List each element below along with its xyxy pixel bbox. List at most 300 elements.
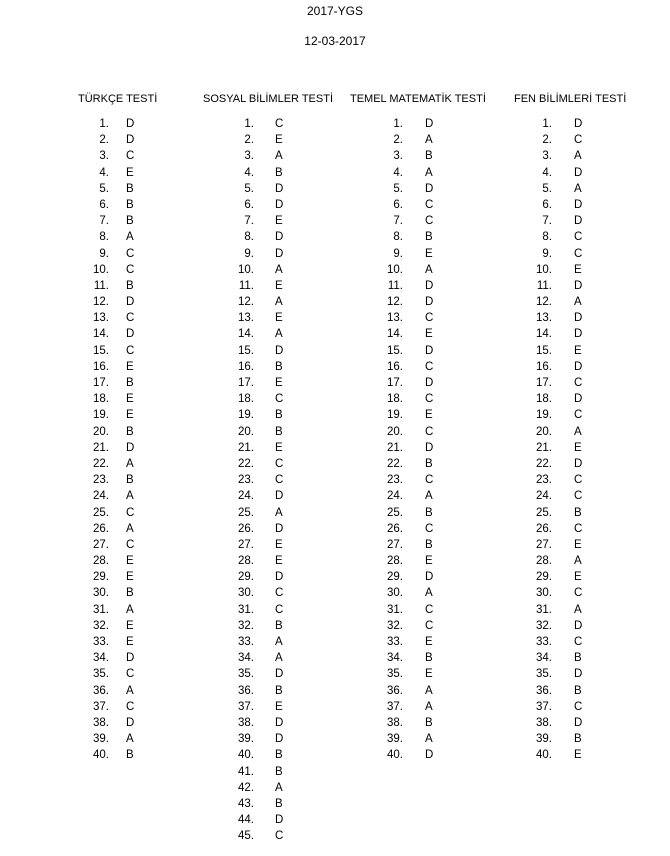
- question-number: 19.: [93, 409, 109, 422]
- answer-row: [350, 537, 486, 553]
- answer-row: [514, 585, 626, 601]
- answer-letter: E: [126, 555, 134, 568]
- question-number: 11.: [536, 279, 552, 292]
- answer-letter: C: [574, 231, 583, 244]
- answer-row: [350, 213, 486, 229]
- question-number: 37.: [536, 700, 552, 713]
- question-number: 1.: [542, 118, 552, 130]
- question-number: 35.: [536, 668, 552, 681]
- answer-letter: E: [574, 538, 582, 551]
- answer-row: [514, 699, 626, 715]
- answer-row: [350, 262, 486, 278]
- answer-letter: B: [126, 377, 134, 389]
- question-number: 36.: [93, 684, 109, 697]
- answer-row: [78, 424, 157, 440]
- answer-row: [350, 294, 486, 310]
- answer-row: [203, 618, 333, 634]
- answer-letter: C: [275, 474, 284, 487]
- question-number: 28.: [387, 555, 403, 568]
- answer-row: [78, 650, 157, 666]
- question-number: 45.: [238, 830, 254, 843]
- answer-letter: A: [275, 506, 283, 519]
- answer-letter: D: [425, 441, 434, 454]
- answer-letter: C: [126, 506, 135, 519]
- answer-letter: C: [425, 215, 434, 228]
- answer-letter: C: [425, 198, 434, 211]
- answer-letter: D: [574, 619, 583, 632]
- question-number: 18.: [238, 393, 254, 406]
- question-number: 9.: [244, 247, 254, 260]
- question-number: 36.: [536, 684, 552, 697]
- answer-letter: D: [425, 377, 434, 389]
- question-number: 21.: [93, 441, 109, 454]
- question-number: 21.: [238, 441, 254, 454]
- answer-row: [203, 553, 333, 569]
- question-number: 19.: [387, 409, 403, 422]
- question-number: 19.: [238, 409, 254, 422]
- question-number: 35.: [387, 668, 403, 681]
- answer-row: [514, 148, 626, 164]
- answer-letter: A: [275, 652, 283, 665]
- answer-row: [78, 634, 157, 650]
- question-number: 7.: [393, 215, 403, 228]
- answer-letter: C: [574, 134, 583, 147]
- question-number: 40.: [238, 749, 254, 762]
- answer-row: [203, 521, 333, 537]
- answer-letter: B: [275, 684, 283, 697]
- answer-row: [350, 569, 486, 585]
- answer-letter: E: [126, 166, 134, 179]
- question-number: 20.: [387, 425, 403, 438]
- answer-letter: C: [425, 603, 434, 616]
- question-number: 30.: [238, 587, 254, 600]
- answer-letter: A: [126, 603, 134, 616]
- answer-row: [203, 148, 333, 164]
- answer-row: [78, 537, 157, 553]
- answer-letter: A: [126, 522, 134, 535]
- question-number: 19.: [536, 409, 552, 422]
- answer-letter: E: [574, 571, 582, 584]
- question-number: 13.: [93, 312, 109, 325]
- answer-letter: C: [275, 118, 284, 130]
- question-number: 34.: [238, 652, 254, 665]
- answer-letter: B: [275, 360, 283, 373]
- question-number: 6.: [244, 198, 254, 211]
- answer-row: [78, 618, 157, 634]
- answer-letter: E: [275, 441, 283, 454]
- question-number: 38.: [93, 716, 109, 729]
- answer-letter: D: [275, 733, 284, 746]
- answer-row: [78, 148, 157, 164]
- answer-row: [203, 391, 333, 407]
- question-number: 11.: [93, 279, 109, 292]
- answer-letter: D: [126, 134, 135, 147]
- answer-row: [350, 602, 486, 618]
- answer-row: [203, 715, 333, 731]
- question-number: 15.: [93, 344, 109, 357]
- answer-letter: E: [275, 134, 283, 147]
- question-number: 15.: [536, 344, 552, 357]
- answer-letter: E: [574, 344, 582, 357]
- question-number: 23.: [387, 474, 403, 487]
- answer-letter: E: [425, 247, 433, 260]
- answer-letter: D: [275, 231, 284, 244]
- question-number: 39.: [93, 733, 109, 746]
- question-number: 9.: [393, 247, 403, 260]
- question-number: 25.: [536, 506, 552, 519]
- question-number: 15.: [387, 344, 403, 357]
- answer-row: [514, 456, 626, 472]
- question-number: 35.: [93, 668, 109, 681]
- answer-row: [78, 343, 157, 359]
- question-number: 12.: [387, 296, 403, 309]
- answer-row: [514, 602, 626, 618]
- section-turkce: [78, 92, 157, 764]
- answer-letter: A: [275, 150, 283, 163]
- answer-row: [514, 424, 626, 440]
- answer-letter: C: [126, 263, 135, 276]
- answer-letter: D: [574, 198, 583, 211]
- answer-letter: E: [275, 700, 283, 713]
- question-number: 22.: [93, 457, 109, 470]
- answer-letter: B: [126, 425, 134, 438]
- answer-row: [514, 262, 626, 278]
- answer-row: [203, 683, 333, 699]
- answer-row: [514, 666, 626, 682]
- answer-letter: C: [574, 636, 583, 648]
- answer-letter: C: [425, 619, 434, 632]
- question-number: 14.: [536, 328, 552, 341]
- question-number: 38.: [387, 716, 403, 729]
- answer-row: [203, 246, 333, 262]
- answer-row: [514, 246, 626, 262]
- answer-row: [514, 715, 626, 731]
- question-number: 13.: [387, 312, 403, 325]
- answer-row: [514, 229, 626, 245]
- answer-row: [78, 407, 157, 423]
- answer-letter: B: [126, 182, 134, 195]
- answer-letter: C: [126, 150, 135, 163]
- answer-letter: A: [275, 296, 283, 309]
- answer-letter: C: [126, 344, 135, 357]
- answer-row: [203, 699, 333, 715]
- answer-row: [514, 731, 626, 747]
- answer-letter: A: [425, 166, 433, 179]
- answer-letter: B: [574, 652, 582, 665]
- answer-letter: E: [574, 263, 582, 276]
- answer-letter: D: [574, 716, 583, 729]
- answer-letter: B: [126, 279, 134, 292]
- answer-letter: B: [275, 765, 283, 778]
- answer-row: [78, 602, 157, 618]
- answer-letter: B: [275, 166, 283, 179]
- answer-letter: E: [425, 409, 433, 422]
- question-number: 6.: [542, 198, 552, 211]
- answer-letter: E: [126, 360, 134, 373]
- question-number: 25.: [93, 506, 109, 519]
- answer-letter: D: [574, 279, 583, 292]
- answer-letter: B: [126, 474, 134, 487]
- answer-row: [514, 569, 626, 585]
- answer-letter: C: [425, 474, 434, 487]
- answer-row: [203, 747, 333, 763]
- answer-row: [514, 634, 626, 650]
- answer-letter: D: [126, 296, 135, 309]
- question-number: 42.: [238, 781, 254, 794]
- answer-letter: D: [425, 344, 434, 357]
- question-number: 22.: [238, 457, 254, 470]
- answer-letter: E: [574, 749, 582, 762]
- answer-row: [514, 375, 626, 391]
- answer-row: [203, 764, 333, 780]
- answer-row: [350, 229, 486, 245]
- answer-letter: B: [275, 425, 283, 438]
- answer-letter: C: [425, 393, 434, 406]
- answer-row: [350, 246, 486, 262]
- question-number: 37.: [93, 700, 109, 713]
- answer-row: [78, 229, 157, 245]
- question-number: 10.: [238, 263, 254, 276]
- question-number: 24.: [93, 490, 109, 503]
- answer-letter: D: [275, 716, 284, 729]
- answer-row: [203, 294, 333, 310]
- question-number: 43.: [238, 797, 254, 810]
- answer-row: [514, 440, 626, 456]
- answer-row: [514, 472, 626, 488]
- question-number: 6.: [99, 198, 109, 211]
- answer-letter: E: [126, 619, 134, 632]
- answer-letter: A: [574, 296, 582, 309]
- answer-row: [514, 359, 626, 375]
- answer-row: [350, 278, 486, 294]
- answer-letter: C: [275, 830, 284, 843]
- answer-row: [78, 488, 157, 504]
- question-number: 17.: [387, 377, 403, 389]
- section-fen: [514, 92, 626, 764]
- answer-row: [350, 197, 486, 213]
- question-number: 32.: [93, 619, 109, 632]
- answer-letter: D: [275, 571, 284, 584]
- answer-letter: B: [574, 733, 582, 746]
- answer-letter: E: [126, 393, 134, 406]
- answer-row: [514, 683, 626, 699]
- answer-row: [78, 553, 157, 569]
- answer-letter: A: [126, 733, 134, 746]
- answer-row: [203, 310, 333, 326]
- answer-letter: D: [275, 814, 284, 827]
- question-number: 27.: [387, 538, 403, 551]
- answer-row: [350, 165, 486, 181]
- answer-letter: B: [425, 457, 433, 470]
- answer-row: [78, 116, 157, 132]
- answer-letter: C: [275, 603, 284, 616]
- answer-letter: C: [126, 538, 135, 551]
- question-number: 4.: [393, 166, 403, 179]
- answer-letter: B: [425, 652, 433, 665]
- answer-row: [78, 213, 157, 229]
- answer-row: [203, 213, 333, 229]
- answer-row: [514, 618, 626, 634]
- answer-row: [78, 585, 157, 601]
- answer-letter: C: [126, 700, 135, 713]
- answer-letter: A: [574, 555, 582, 568]
- question-number: 33.: [387, 636, 403, 648]
- answer-row: [350, 618, 486, 634]
- answer-letter: D: [574, 668, 583, 681]
- question-number: 15.: [238, 344, 254, 357]
- answer-row: [203, 343, 333, 359]
- answer-row: [350, 715, 486, 731]
- question-number: 27.: [536, 538, 552, 551]
- question-number: 44.: [238, 814, 254, 827]
- answer-row: [350, 440, 486, 456]
- answer-letter: E: [275, 215, 283, 228]
- answer-letter: D: [425, 118, 434, 130]
- question-number: 13.: [536, 312, 552, 325]
- answer-row: [203, 569, 333, 585]
- answer-row: [203, 116, 333, 132]
- question-number: 16.: [238, 360, 254, 373]
- answer-letter: D: [126, 118, 135, 130]
- answer-row: [350, 391, 486, 407]
- answer-row: [350, 731, 486, 747]
- question-number: 29.: [387, 571, 403, 584]
- answer-letter: C: [425, 425, 434, 438]
- question-number: 25.: [238, 506, 254, 519]
- question-number: 2.: [244, 134, 254, 147]
- answer-row: [350, 553, 486, 569]
- answer-row: [203, 828, 333, 844]
- question-number: 7.: [99, 215, 109, 228]
- question-number: 4.: [99, 166, 109, 179]
- question-number: 16.: [93, 360, 109, 373]
- question-number: 10.: [93, 263, 109, 276]
- answer-letter: B: [275, 749, 283, 762]
- section-title: TEMEL MATEMATİK TESTİ: [350, 93, 486, 105]
- answer-row: [514, 650, 626, 666]
- answer-letter: C: [425, 360, 434, 373]
- answer-row: [78, 569, 157, 585]
- answer-row: [203, 731, 333, 747]
- answer-letter: C: [574, 247, 583, 260]
- answer-letter: D: [425, 279, 434, 292]
- question-number: 17.: [238, 377, 254, 389]
- answer-row: [514, 505, 626, 521]
- answer-letter: E: [275, 312, 283, 325]
- answer-letter: E: [275, 279, 283, 292]
- answer-row: [350, 181, 486, 197]
- question-number: 5.: [542, 182, 552, 195]
- answer-row: [203, 780, 333, 796]
- answer-letter: C: [425, 522, 434, 535]
- question-number: 8.: [244, 231, 254, 244]
- answer-row: [350, 326, 486, 342]
- question-number: 38.: [536, 716, 552, 729]
- answer-letter: B: [425, 506, 433, 519]
- question-number: 29.: [93, 571, 109, 584]
- answer-letter: C: [574, 587, 583, 600]
- answer-letter: C: [574, 377, 583, 389]
- answer-letter: D: [126, 328, 135, 341]
- question-number: 40.: [387, 749, 403, 762]
- question-number: 29.: [536, 571, 552, 584]
- answer-letter: C: [425, 312, 434, 325]
- answer-letter: A: [126, 490, 134, 503]
- answer-letter: C: [126, 668, 135, 681]
- answer-row: [78, 440, 157, 456]
- question-number: 27.: [238, 538, 254, 551]
- answer-row: [203, 634, 333, 650]
- answer-letter: E: [126, 636, 134, 648]
- answer-row: [350, 343, 486, 359]
- question-number: 20.: [93, 425, 109, 438]
- answer-letter: D: [126, 716, 135, 729]
- answer-letter: B: [574, 684, 582, 697]
- answer-letter: A: [574, 603, 582, 616]
- answer-letter: D: [275, 522, 284, 535]
- answer-row: [203, 472, 333, 488]
- answer-row: [203, 537, 333, 553]
- answer-letter: C: [275, 587, 284, 600]
- question-number: 6.: [393, 198, 403, 211]
- answer-row: [78, 715, 157, 731]
- answer-letter: B: [126, 749, 134, 762]
- answer-row: [350, 699, 486, 715]
- answer-letter: C: [574, 474, 583, 487]
- answer-row: [78, 666, 157, 682]
- answer-row: [350, 375, 486, 391]
- answer-letter: E: [425, 555, 433, 568]
- answer-letter: A: [425, 700, 433, 713]
- answer-row: [78, 262, 157, 278]
- answer-row: [78, 699, 157, 715]
- question-number: 23.: [93, 474, 109, 487]
- question-number: 12.: [93, 296, 109, 309]
- answer-letter: C: [126, 312, 135, 325]
- answer-row: [78, 683, 157, 699]
- answer-row: [78, 375, 157, 391]
- question-number: 32.: [238, 619, 254, 632]
- answer-letter: D: [574, 393, 583, 406]
- answer-row: [78, 132, 157, 148]
- answer-row: [514, 343, 626, 359]
- answer-letter: A: [126, 684, 134, 697]
- question-number: 3.: [99, 150, 109, 163]
- question-number: 23.: [536, 474, 552, 487]
- answer-letter: B: [275, 797, 283, 810]
- question-number: 8.: [393, 231, 403, 244]
- question-number: 11.: [238, 279, 254, 292]
- answer-row: [203, 197, 333, 213]
- question-number: 10.: [387, 263, 403, 276]
- answer-letter: D: [275, 247, 284, 260]
- answer-row: [514, 197, 626, 213]
- answer-row: [514, 521, 626, 537]
- answer-letter: A: [574, 150, 582, 163]
- question-number: 24.: [536, 490, 552, 503]
- answer-letter: B: [425, 538, 433, 551]
- question-number: 16.: [536, 360, 552, 373]
- question-number: 16.: [387, 360, 403, 373]
- question-number: 3.: [542, 150, 552, 163]
- answer-letter: B: [275, 409, 283, 422]
- answer-letter: D: [126, 441, 135, 454]
- question-number: 28.: [238, 555, 254, 568]
- answer-row: [514, 116, 626, 132]
- question-number: 9.: [542, 247, 552, 260]
- answer-letter: E: [425, 328, 433, 341]
- question-number: 33.: [238, 636, 254, 648]
